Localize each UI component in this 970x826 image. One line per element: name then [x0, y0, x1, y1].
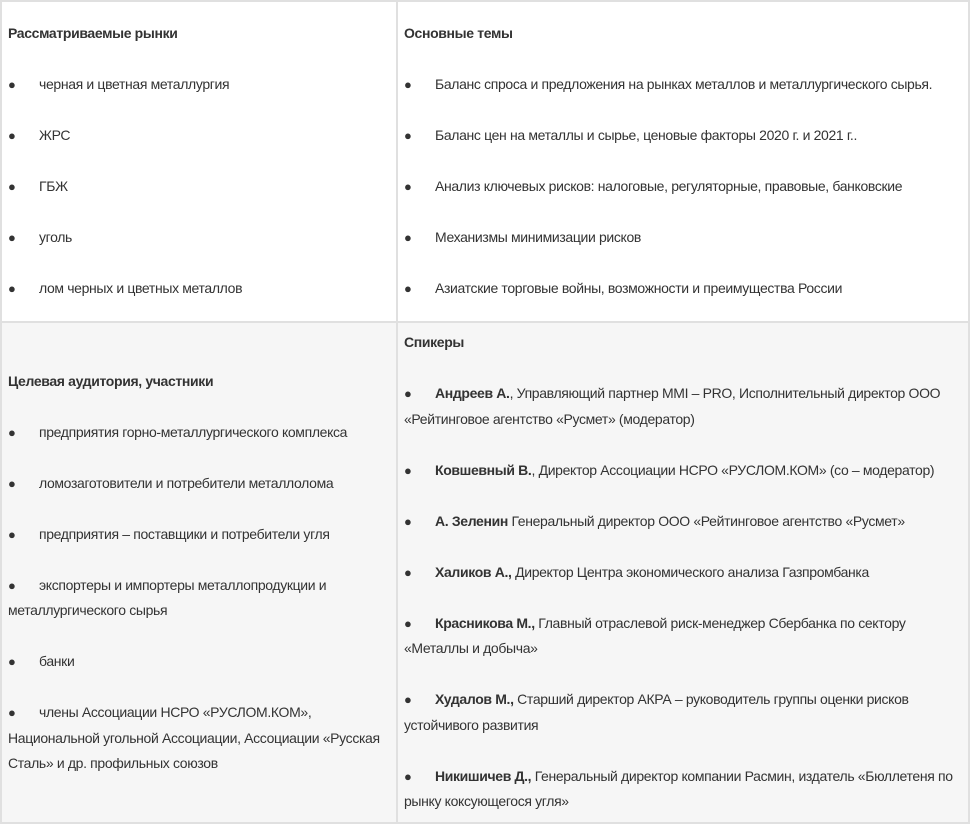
item-text: члены Ассоциации НСРО «РУСЛОМ.КОМ», Национальной угольной Ассоциации, Ассоциации «Русская Сталь» и др. профильных союзов — [8, 704, 380, 771]
list-item — [8, 649, 390, 675]
list-item — [404, 72, 962, 98]
bullet-icon: ● — [404, 230, 412, 246]
speaker-description: , Директор Ассоциации НСРО «РУСЛОМ.КОМ» (со – модератор) — [531, 461, 935, 478]
speakers-heading: Спикеры — [404, 334, 465, 351]
speaker-item — [404, 509, 962, 535]
speaker-description: Генеральный директор ООО «Рейтинговое агентство «Русмет» — [507, 512, 905, 529]
list-item — [8, 72, 390, 98]
bullet-icon: ● — [8, 281, 16, 297]
audience-cell — [1, 322, 397, 823]
bullet-icon: ● — [8, 77, 16, 93]
bullet-icon: ● — [404, 281, 412, 297]
speaker-description: Генеральный директор компании Расмин, издатель «Бюллетеня по рынку коксующегося угля» — [404, 767, 953, 810]
bullet-icon: ● — [8, 654, 16, 669]
item-text: лом черных и цветных металлов — [39, 280, 243, 297]
bullet-icon: ● — [8, 475, 16, 491]
item-text: уголь — [39, 229, 72, 246]
item-text: Азиатские торговые войны, возможности и преимущества России — [435, 280, 843, 297]
speaker-item — [404, 458, 962, 484]
list-item — [8, 276, 390, 302]
item-text: банки — [39, 653, 75, 669]
item-text: экспортеры и импортеры металлопродукции и металлургического сырья — [8, 576, 327, 618]
bullet-icon: ● — [404, 386, 412, 402]
item-text: предприятия горно-металлургического комплекса — [39, 423, 348, 440]
item-text: ломозаготовители и потребители металлолома — [39, 474, 334, 491]
item-text: ГБЖ — [39, 178, 68, 195]
bullet-icon: ● — [404, 179, 412, 195]
bullet-icon: ● — [404, 513, 412, 529]
speaker-name: Красникова М., — [435, 614, 535, 631]
bullet-icon: ● — [404, 462, 412, 478]
speaker-name: А. Зеленин — [435, 512, 508, 529]
bullet-icon: ● — [8, 577, 16, 593]
item-text: ЖРС — [39, 127, 71, 144]
markets-cell — [1, 1, 397, 322]
list-item — [8, 700, 390, 777]
list-item — [404, 174, 962, 200]
speakers-cell — [397, 322, 969, 823]
list-item — [8, 174, 390, 200]
list-item — [8, 471, 390, 497]
list-item — [8, 123, 390, 149]
topics-heading: Основные темы — [404, 25, 513, 42]
bullet-icon: ● — [404, 77, 412, 93]
speaker-item — [404, 764, 962, 815]
speaker-name: Ковшевный В. — [435, 461, 532, 478]
item-text: Механизмы минимизации рисков — [435, 229, 641, 246]
list-item — [8, 225, 390, 251]
bullet-icon: ● — [8, 424, 16, 440]
bullet-icon: ● — [8, 705, 16, 720]
bullet-icon: ● — [404, 128, 412, 144]
list-item — [404, 225, 962, 251]
speaker-item — [404, 381, 962, 432]
speaker-name: Халиков А., — [435, 563, 512, 580]
speaker-item — [404, 611, 962, 662]
speaker-description: Директор Центра экономического анализа Газпромбанка — [511, 563, 869, 580]
bullet-icon: ● — [404, 564, 412, 580]
bullet-icon: ● — [8, 526, 16, 542]
list-item — [404, 276, 962, 302]
bullet-icon: ● — [8, 128, 16, 144]
item-text: черная и цветная металлургия — [39, 76, 230, 93]
speaker-name: Андреев А. — [435, 385, 510, 402]
speaker-name: Худалов М., — [435, 691, 514, 708]
list-item — [8, 573, 390, 624]
bullet-icon: ● — [404, 615, 412, 631]
speaker-item — [404, 687, 962, 738]
markets-heading: Рассматриваемые рынки — [8, 25, 178, 42]
list-item — [404, 123, 962, 149]
item-text: Баланс цен на металлы и сырье, ценовые факторы 2020 г. и 2021 г.. — [435, 127, 858, 144]
bullet-icon: ● — [8, 179, 16, 195]
bullet-icon: ● — [404, 692, 412, 708]
topics-cell — [397, 1, 969, 322]
list-item — [8, 522, 390, 548]
speaker-description: Старший директор АКРА – руководитель группы оценки рисков устойчивого развития — [404, 691, 909, 733]
speaker-item — [404, 560, 962, 586]
speaker-description: , Управляющий партнер MMI – PRO, Исполнительный директор ООО «Рейтинговое агентство «Русмет» (модератор) — [404, 385, 941, 427]
audience-heading: Целевая аудитория, участники — [8, 372, 214, 389]
item-text: предприятия – поставщики и потребители угля — [39, 525, 330, 542]
bullet-icon: ● — [404, 768, 412, 784]
item-text: Анализ ключевых рисков: налоговые, регуляторные, правовые, банковские — [435, 178, 903, 195]
bullet-icon: ● — [8, 230, 16, 246]
list-item — [8, 420, 390, 446]
item-text: Баланс спроса и предложения на рынках металлов и металлургического сырья. — [435, 76, 933, 93]
speaker-description: Главный отраслевой риск-менеджер Сбербанка по сектору «Металлы и добыча» — [404, 614, 906, 657]
speaker-name: Никишичев Д., — [435, 767, 532, 784]
